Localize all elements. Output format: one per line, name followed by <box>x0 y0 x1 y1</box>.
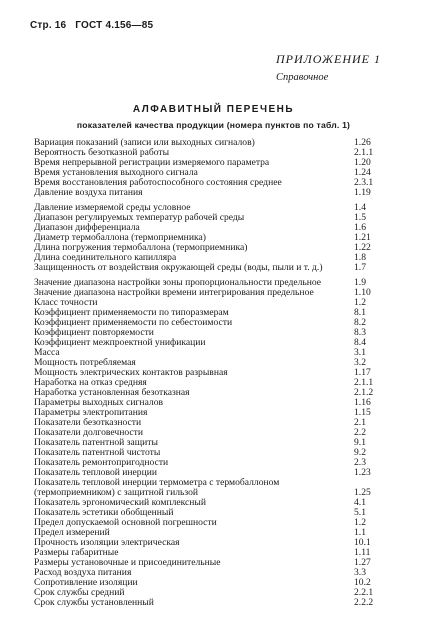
entry-number: 1.2 <box>354 297 366 308</box>
entry-term: Прочность изоляции электрическая <box>34 537 180 548</box>
index-entry <box>34 478 392 498</box>
appendix-title: ПРИЛОЖЕНИЕ 1 <box>276 52 381 66</box>
entry-number: 1.22 <box>354 242 371 253</box>
entry-number: 1.7 <box>354 262 366 273</box>
entry-number: 1.21 <box>354 232 371 243</box>
index-entry <box>34 263 392 273</box>
entry-term: Показатель тепловой инерции <box>34 467 157 478</box>
standard-code: ГОСТ 4.156—85 <box>75 20 154 31</box>
entry-term: Коэффициент применяемости по себестоимости <box>34 317 233 328</box>
entry-term: Длина погружения термобаллона (термоприемника) <box>34 242 248 253</box>
entry-term: Показатели безотказности <box>34 417 142 428</box>
entry-term: Сопротивление изоляции <box>34 577 138 588</box>
entry-number: 1.4 <box>354 202 366 213</box>
entry-term: Показатель тепловой инерции термометра с термобаллоном (термоприемником) с защитной гильзой <box>34 477 280 498</box>
entry-term: Показатели долговечности <box>34 427 143 438</box>
entry-term: Вариация показаний (записи или выходных сигналов) <box>34 137 255 148</box>
entry-number: 1.5 <box>354 212 366 223</box>
page-header <box>30 20 159 31</box>
entry-number: 1.25 <box>354 487 371 498</box>
entry-term: Время восстановления работоспособного состояния среднее <box>34 177 282 188</box>
entry-number: 8.4 <box>354 337 366 348</box>
index-entry <box>34 338 392 348</box>
entry-number: 1.27 <box>354 557 371 568</box>
entry-term: Наработка установленная безотказная <box>34 387 190 398</box>
page-number: Стр. 16 <box>30 20 67 31</box>
entry-number: 9.2 <box>354 447 366 458</box>
entry-number: 9.1 <box>354 437 366 448</box>
entry-term: Показатель эстетики обобщенный <box>34 507 174 518</box>
entry-number: 1.23 <box>354 467 371 478</box>
entry-number: 3.2 <box>354 357 366 368</box>
entry-term: Показатель патентной чистоты <box>34 447 161 458</box>
entry-number: 1.20 <box>354 157 371 168</box>
entry-number: 8.2 <box>354 317 366 328</box>
entry-term: Давление воздуха питания <box>34 187 143 198</box>
entry-number: 2.1.1 <box>354 377 374 388</box>
entry-term: Наработка на отказ средняя <box>34 377 147 388</box>
entry-number: 10.2 <box>354 577 371 588</box>
index-entry <box>34 598 392 608</box>
entry-number: 1.9 <box>354 277 366 288</box>
entry-number: 2.3 <box>354 457 366 468</box>
entry-term: Время установления выходного сигнала <box>34 167 198 178</box>
entry-number: 5.1 <box>354 507 366 518</box>
entry-term: Коэффициент межпроектной унификации <box>34 337 206 348</box>
entry-number: 1.17 <box>354 367 371 378</box>
entry-term: Давление измеряемой среды условное <box>34 202 191 213</box>
entry-term: Диаметр термобаллона (термоприемника) <box>34 232 206 243</box>
entry-term: Показатель патентной защиты <box>34 437 158 448</box>
entry-number: 3.3 <box>354 567 366 578</box>
entry-number: 4.1 <box>354 497 366 508</box>
entry-number: 1.16 <box>354 397 371 408</box>
entry-term: Диапазон дифференциала <box>34 222 140 233</box>
entry-number: 2.2 <box>354 427 366 438</box>
entry-term: Размеры установочные и присоединительные <box>34 557 221 568</box>
entry-term: Параметры электропитания <box>34 407 148 418</box>
entry-term: Мощность потребляемая <box>34 357 136 368</box>
entry-number: 1.26 <box>354 137 371 148</box>
entry-number: 2.1.2 <box>354 387 374 398</box>
entry-term: Длина соединительного капилляра <box>34 252 177 263</box>
entry-term: Срок службы средний <box>34 587 125 598</box>
entry-number: 1.10 <box>354 287 371 298</box>
entry-term: Показатель ремонтопригодности <box>34 457 169 468</box>
entry-term: Предел допускаемой основной погрешности <box>34 517 217 528</box>
entry-term: Класс точности <box>34 297 98 308</box>
entry-number: 1.2 <box>354 517 366 528</box>
entry-term: Значение диапазона настройки времени интегрирования предельное <box>34 287 314 298</box>
entry-term: Защищенность от воздействия окружающей среды (воды, пыли и т. д.) <box>34 262 323 273</box>
entry-number: 3.1 <box>354 347 366 358</box>
entry-term: Вероятность безотказной работы <box>34 147 170 158</box>
entry-number: 2.2.1 <box>354 587 374 598</box>
entry-number: 8.1 <box>354 307 366 318</box>
entry-number: 1.24 <box>354 167 371 178</box>
entry-term: Время непрерывной регистрации измеряемого параметра <box>34 157 270 168</box>
entry-term: Значение диапазона настройки зоны пропорциональности предельное <box>34 277 322 288</box>
entry-term: Размеры габаритные <box>34 547 119 558</box>
appendix-subtitle: Справочное <box>276 72 329 83</box>
entry-term: Предел измерений <box>34 527 110 538</box>
index-entry <box>34 188 392 198</box>
entry-number: 2.1.1 <box>354 147 374 158</box>
entry-number: 1.19 <box>354 187 371 198</box>
entry-term: Срок службы установленный <box>34 597 154 608</box>
entry-term: Мощность электрических контактов разрывная <box>34 367 228 378</box>
entry-number: 1.6 <box>354 222 366 233</box>
entry-term: Диапазон регулируемых температур рабочей среды <box>34 212 245 223</box>
entry-term: Показатель эргономический комплексный <box>34 497 207 508</box>
entry-number: 1.11 <box>354 547 371 558</box>
index-list <box>34 138 392 608</box>
entry-term: Коэффициент применяемости по типоразмерам <box>34 307 229 318</box>
entry-term: Параметры выходных сигналов <box>34 397 164 408</box>
document-subtitle: показателей качества продукции (номера пунктов по табл. 1) <box>76 120 351 130</box>
entry-term: Расход воздуха питания <box>34 567 132 578</box>
appendix-label <box>276 52 381 83</box>
document-title: АЛФАВИТНЫЙ ПЕРЕЧЕНЬ <box>132 104 295 115</box>
entry-number: 2.2.2 <box>354 597 374 608</box>
entry-number: 2.1 <box>354 417 366 428</box>
entry-term: Коэффициент повторяемости <box>34 327 154 338</box>
entry-number: 1.1 <box>354 527 366 538</box>
entry-number: 8.3 <box>354 327 366 338</box>
entry-number: 1.8 <box>354 252 366 263</box>
entry-number: 2.3.1 <box>354 177 374 188</box>
entry-term: Масса <box>34 347 60 358</box>
entry-number: 10.1 <box>354 537 371 548</box>
entry-number: 1.15 <box>354 407 371 418</box>
